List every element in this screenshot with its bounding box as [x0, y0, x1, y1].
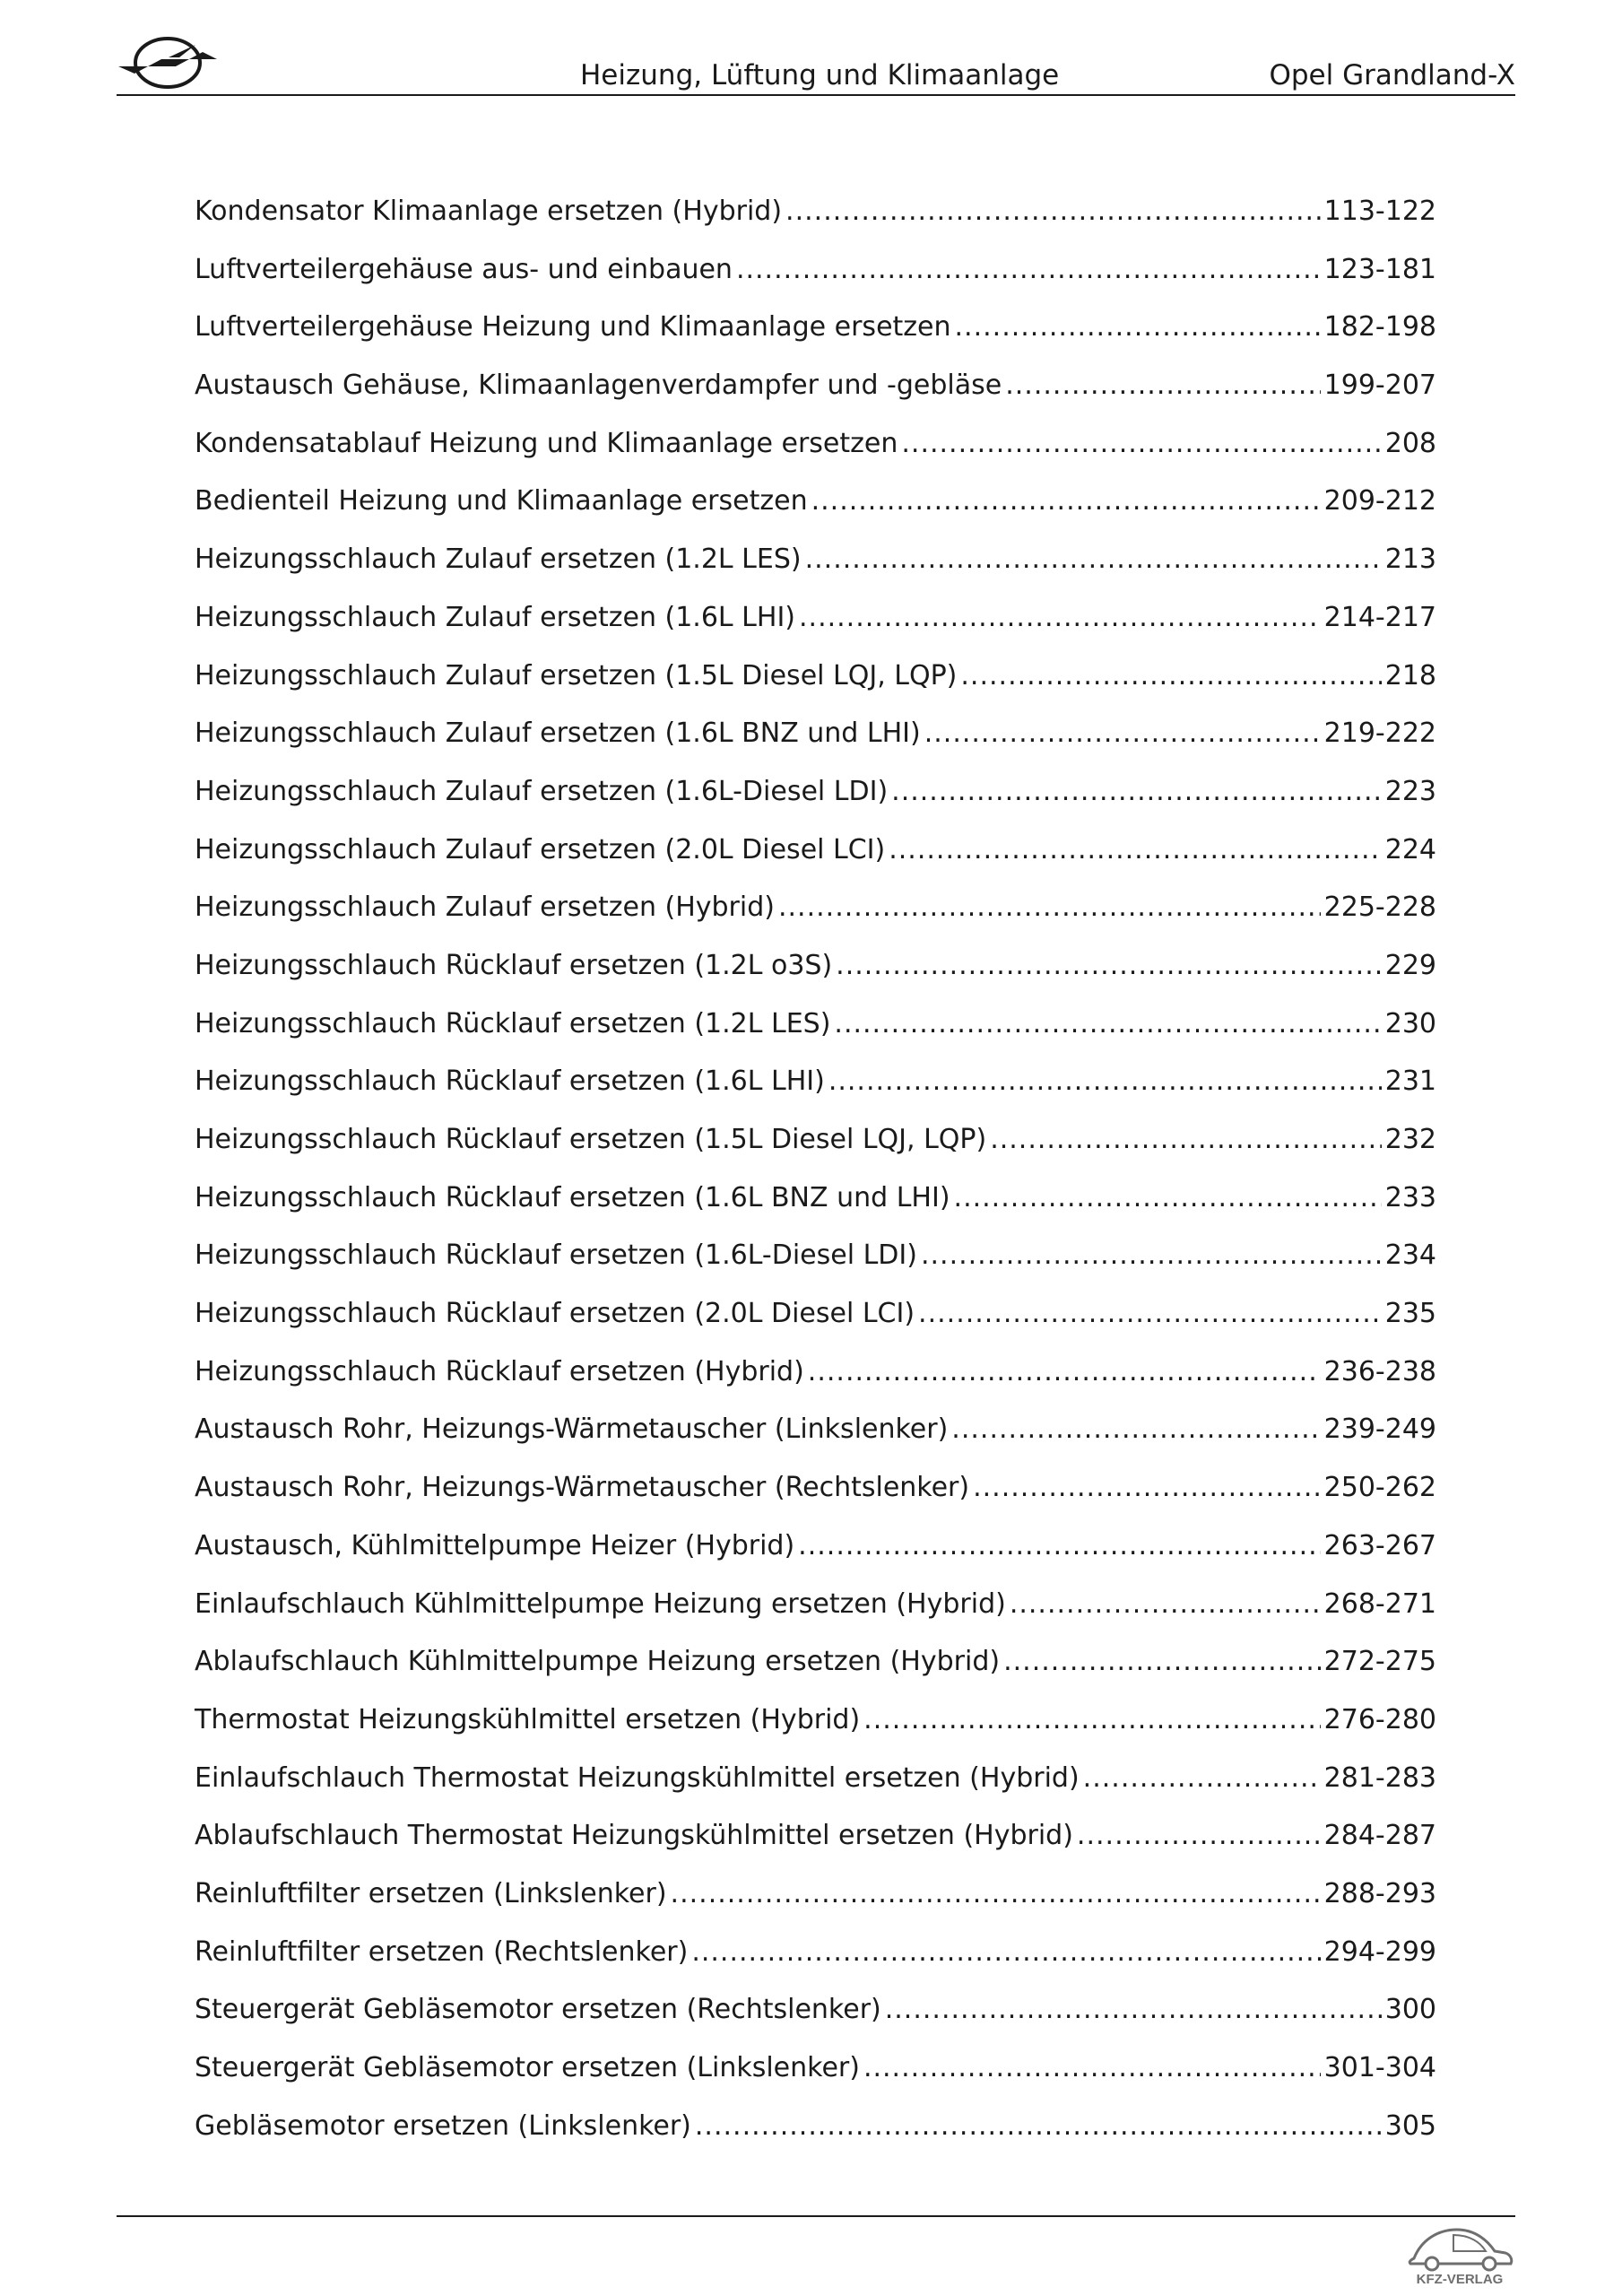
- toc-entry-page: 224: [1384, 833, 1436, 865]
- toc-entry-page: 182-198: [1323, 311, 1436, 344]
- toc-entry-page: 235: [1384, 1298, 1436, 1330]
- toc-dot-leader: [901, 422, 1381, 465]
- toc-dot-leader: [808, 1351, 1321, 1394]
- toc-entry-title: Luftverteilergehäuse Heizung und Klimaanlage ersetzen: [195, 311, 951, 344]
- toc-entry-title: Thermostat Heizungskühlmittel ersetzen (Hybrid): [195, 1703, 861, 1735]
- toc-entry[interactable]: [195, 422, 1436, 481]
- toc-entry-title: Steuergerät Gebläsemotor ersetzen (Linkslenker): [195, 2052, 860, 2083]
- toc-entry-page: 218: [1384, 659, 1436, 691]
- toc-entry-page: 208: [1384, 427, 1436, 459]
- kfz-verlag-logo-icon: [1401, 2221, 1518, 2292]
- toc-entry[interactable]: [195, 480, 1436, 538]
- toc-entry-page: 236-238: [1323, 1355, 1436, 1387]
- toc-dot-leader: [885, 1988, 1382, 2031]
- toc-entry-title: Gebläsemotor ersetzen (Linkslenker): [195, 2109, 691, 2142]
- toc-entry-title: Heizungsschlauch Rücklauf ersetzen (Hybrid): [195, 1355, 804, 1387]
- toc-dot-leader: [891, 770, 1382, 813]
- toc-entry-page: 199-207: [1323, 370, 1436, 402]
- toc-entry-title: Austausch Rohr, Heizungs-Wärmetauscher (Linkslenker): [195, 1413, 949, 1446]
- toc-entry-page: 123-181: [1323, 253, 1436, 285]
- toc-dot-leader: [798, 1525, 1320, 1568]
- toc-dot-leader: [955, 306, 1321, 349]
- toc-dot-leader: [836, 944, 1382, 987]
- toc-entry-title: Bedienteil Heizung und Klimaanlage ersetzen: [195, 485, 808, 517]
- toc-dot-leader: [924, 712, 1321, 755]
- toc-entry[interactable]: [195, 1931, 1436, 1989]
- toc-entry[interactable]: [195, 1177, 1436, 1235]
- toc-entry[interactable]: [195, 1351, 1436, 1409]
- toc-entry-title: Ablaufschlauch Kühlmittelpumpe Heizung ersetzen (Hybrid): [195, 1646, 1001, 1678]
- toc-entry[interactable]: [195, 1466, 1436, 1525]
- toc-entry-page: 272-275: [1323, 1646, 1436, 1678]
- toc-entry-page: 225-228: [1323, 891, 1436, 924]
- toc-entry-title: Einlaufschlauch Thermostat Heizungskühlmittel ersetzen (Hybrid): [195, 1761, 1080, 1794]
- toc-entry-page: 284-287: [1323, 1820, 1436, 1852]
- toc-dot-leader: [1003, 1640, 1321, 1683]
- toc-entry[interactable]: [195, 248, 1436, 307]
- toc-entry-page: 213: [1384, 544, 1436, 576]
- toc-dot-leader: [1083, 1757, 1321, 1800]
- toc-dot-leader: [805, 538, 1382, 581]
- toc-entry-title: Heizungsschlauch Rücklauf ersetzen (1.5L Diesel LQJ, LQP): [195, 1124, 987, 1155]
- toc-dot-leader: [889, 829, 1382, 872]
- toc-entry-title: Heizungsschlauch Zulauf ersetzen (1.6L LHI): [195, 601, 795, 633]
- toc-dot-leader: [1010, 1583, 1321, 1626]
- toc-dot-leader: [973, 1466, 1321, 1509]
- toc-entry[interactable]: [195, 2105, 1436, 2163]
- toc-dot-leader: [918, 1292, 1382, 1335]
- toc-entry-title: Heizungsschlauch Zulauf ersetzen (2.0L Diesel LCI): [195, 833, 886, 865]
- toc-entry-page: 268-271: [1323, 1587, 1436, 1620]
- toc-entry-title: Einlaufschlauch Kühlmittelpumpe Heizung ersetzen (Hybrid): [195, 1587, 1006, 1620]
- toc-entry[interactable]: [195, 1060, 1436, 1118]
- opel-logo-icon: [117, 27, 219, 99]
- toc-entry-title: Heizungsschlauch Zulauf ersetzen (1.5L Diesel LQJ, LQP): [195, 659, 958, 691]
- toc-entry-page: 300: [1384, 1994, 1436, 2026]
- toc-entry-page: 276-280: [1323, 1703, 1436, 1735]
- toc-dot-leader: [811, 480, 1321, 523]
- toc-entry[interactable]: [195, 1003, 1436, 1061]
- toc-entry[interactable]: [195, 886, 1436, 944]
- toc-entry[interactable]: [195, 538, 1436, 596]
- toc-entry-title: Heizungsschlauch Zulauf ersetzen (1.6L BNZ und LHI): [195, 718, 921, 750]
- toc-entry-title: Heizungsschlauch Rücklauf ersetzen (1.6L BNZ und LHI): [195, 1181, 950, 1213]
- toc-entry-page: 301-304: [1323, 2052, 1436, 2083]
- toc-entry[interactable]: [195, 1814, 1436, 1873]
- toc-dot-leader: [778, 886, 1321, 929]
- toc-entry-title: Luftverteilergehäuse aus- und einbauen: [195, 253, 733, 285]
- toc-entry-title: Heizungsschlauch Rücklauf ersetzen (1.6L LHI): [195, 1065, 825, 1098]
- toc-dot-leader: [951, 1408, 1320, 1451]
- toc-entry[interactable]: [195, 1699, 1436, 1757]
- toc-entry-title: Heizungsschlauch Rücklauf ersetzen (1.2L LES): [195, 1007, 831, 1039]
- toc-entry-page: 263-267: [1323, 1529, 1436, 1561]
- toc-entry-title: Heizungsschlauch Rücklauf ersetzen (1.6L-Diesel LDI): [195, 1239, 917, 1272]
- toc-entry[interactable]: [195, 1640, 1436, 1699]
- toc-dot-leader: [921, 1234, 1382, 1277]
- toc-entry[interactable]: [195, 1873, 1436, 1931]
- toc-entry-page: 288-293: [1323, 1877, 1436, 1909]
- toc-entry-page: 229: [1384, 949, 1436, 981]
- toc-entry-page: 281-283: [1323, 1761, 1436, 1794]
- toc-entry[interactable]: [195, 655, 1436, 713]
- toc-entry[interactable]: [195, 770, 1436, 829]
- toc-dot-leader: [1005, 364, 1320, 407]
- toc-entry-title: Austausch Rohr, Heizungs-Wärmetauscher (Rechtslenker): [195, 1472, 970, 1504]
- toc-entry[interactable]: [195, 712, 1436, 770]
- toc-dot-leader: [960, 655, 1381, 698]
- toc-dot-leader: [799, 596, 1321, 639]
- toc-entry-page: 239-249: [1323, 1413, 1436, 1446]
- toc-entry[interactable]: [195, 1583, 1436, 1641]
- publisher-name: KFZ-VERLAG: [1416, 2272, 1504, 2287]
- toc-entry-page: 250-262: [1323, 1472, 1436, 1504]
- toc-entry[interactable]: [195, 2047, 1436, 2105]
- toc-entry[interactable]: [195, 1118, 1436, 1177]
- table-of-contents: [195, 190, 1436, 2162]
- toc-dot-leader: [863, 1699, 1320, 1742]
- toc-dot-leader: [1077, 1814, 1321, 1857]
- toc-entry[interactable]: [195, 1408, 1436, 1466]
- toc-entry-title: Kondensator Klimaanlage ersetzen (Hybrid): [195, 196, 783, 227]
- toc-entry-title: Steuergerät Gebläsemotor ersetzen (Rechtslenker): [195, 1994, 881, 2026]
- toc-dot-leader: [954, 1177, 1382, 1220]
- toc-dot-leader: [834, 1003, 1381, 1046]
- toc-entry[interactable]: [195, 1292, 1436, 1351]
- toc-entry-page: 230: [1384, 1007, 1436, 1039]
- toc-dot-leader: [671, 1873, 1321, 1916]
- toc-entry[interactable]: [195, 1234, 1436, 1292]
- toc-entry-page: 209-212: [1323, 485, 1436, 517]
- toc-entry-page: 214-217: [1323, 601, 1436, 633]
- toc-dot-leader: [691, 1931, 1320, 1974]
- toc-entry-page: 234: [1384, 1239, 1436, 1272]
- toc-entry-page: 232: [1384, 1124, 1436, 1155]
- toc-entry[interactable]: [195, 1757, 1436, 1815]
- toc-entry-page: 113-122: [1323, 196, 1436, 227]
- toc-entry-title: Heizungsschlauch Rücklauf ersetzen (2.0L Diesel LCI): [195, 1298, 915, 1330]
- toc-entry[interactable]: [195, 1525, 1436, 1583]
- header-divider: [117, 94, 1515, 96]
- toc-entry-page: 219-222: [1323, 718, 1436, 750]
- toc-dot-leader: [695, 2105, 1382, 2148]
- toc-entry[interactable]: [195, 306, 1436, 364]
- toc-dot-leader: [736, 248, 1321, 291]
- toc-entry-page: 231: [1384, 1065, 1436, 1098]
- toc-entry[interactable]: [195, 364, 1436, 422]
- toc-entry-page: 305: [1384, 2109, 1436, 2142]
- footer-divider: [117, 2215, 1515, 2217]
- document-section-title: Heizung, Lüftung und Klimaanlage: [580, 59, 1060, 91]
- vehicle-model: Opel Grandland-X: [1269, 59, 1515, 91]
- toc-entry[interactable]: [195, 596, 1436, 655]
- toc-entry-title: Kondensatablauf Heizung und Klimaanlage ersetzen: [195, 427, 898, 459]
- toc-entry-title: Heizungsschlauch Zulauf ersetzen (Hybrid): [195, 891, 775, 924]
- toc-entry-title: Ablaufschlauch Thermostat Heizungskühlmittel ersetzen (Hybrid): [195, 1820, 1073, 1852]
- toc-entry-title: Heizungsschlauch Zulauf ersetzen (1.6L-Diesel LDI): [195, 775, 889, 807]
- toc-dot-leader: [990, 1118, 1382, 1161]
- toc-entry-title: Heizungsschlauch Zulauf ersetzen (1.2L LES): [195, 544, 802, 576]
- toc-entry-title: Austausch, Kühlmittelpumpe Heizer (Hybrid): [195, 1529, 795, 1561]
- toc-entry-title: Heizungsschlauch Rücklauf ersetzen (1.2L o3S): [195, 949, 833, 981]
- toc-entry-title: Reinluftfilter ersetzen (Rechtslenker): [195, 1935, 689, 1968]
- toc-entry-page: 233: [1384, 1181, 1436, 1213]
- toc-entry[interactable]: [195, 1988, 1436, 2047]
- toc-entry[interactable]: [195, 190, 1436, 248]
- toc-entry-title: Reinluftfilter ersetzen (Linkslenker): [195, 1877, 667, 1909]
- toc-entry-page: 294-299: [1323, 1935, 1436, 1968]
- toc-dot-leader: [828, 1060, 1382, 1103]
- page-header: [117, 27, 1515, 99]
- toc-entry-title: Austausch Gehäuse, Klimaanlagenverdampfer und -gebläse: [195, 370, 1002, 402]
- toc-entry[interactable]: [195, 829, 1436, 887]
- toc-entry[interactable]: [195, 944, 1436, 1003]
- toc-dot-leader: [785, 190, 1321, 233]
- toc-entry-page: 223: [1384, 775, 1436, 807]
- toc-dot-leader: [863, 2047, 1321, 2090]
